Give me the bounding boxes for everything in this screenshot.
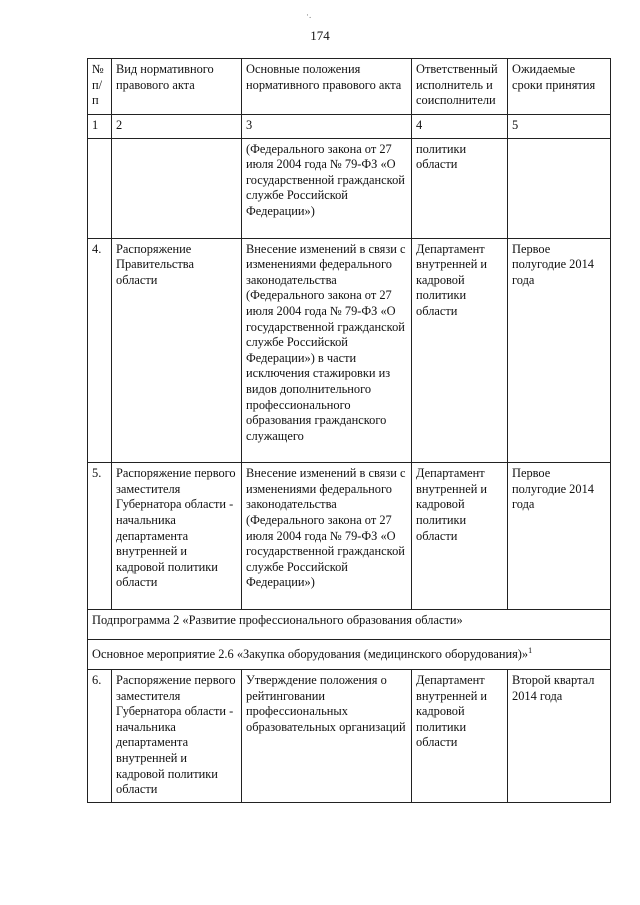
legal-acts-table xyxy=(87,58,611,803)
row-number: 4. xyxy=(88,238,112,463)
table-header-row xyxy=(88,59,611,115)
subprogram-title: Подпрограмма 2 «Развитие профессионального образования области» xyxy=(88,610,611,640)
spacer xyxy=(246,444,407,458)
act-type: Распоряжение первого заместителя Губернатора области - начальника департамента внутренней и кадровой политики области xyxy=(112,463,242,610)
spacer xyxy=(246,220,407,234)
scan-speck: ·. xyxy=(306,10,312,20)
act-content-text: Внесение изменений в связи с изменениями федерального законодательства (Федерального закона от 27 июля 2004 года № 79-ФЗ «О государственной гражданской службе Российской Федерации») в части исключения стажировки из видов дополнительного профессионального образования гражданского служащего xyxy=(246,241,406,443)
page-number: 174 xyxy=(310,28,330,43)
act-content-text: Внесение изменений в связи с изменениями федерального законодательства (Федерального закона от 27 июля 2004 года № 79-ФЗ «О государственной гражданской службе Российской Федерации») xyxy=(246,466,406,590)
act-content xyxy=(242,463,412,610)
act-executor: политики области xyxy=(412,138,508,238)
act-content xyxy=(242,138,412,238)
table-row xyxy=(88,463,611,610)
act-executor: Департамент внутренней и кадровой политики области xyxy=(412,463,508,610)
table-row xyxy=(88,138,611,238)
header-main-provisions: Основные положения нормативного правового акта xyxy=(242,59,412,115)
footnote-marker: 1 xyxy=(528,646,533,656)
column-number: 1 xyxy=(88,115,112,139)
column-number: 3 xyxy=(242,115,412,139)
header-executor: Ответственный исполнитель и соисполнители xyxy=(412,59,508,115)
act-executor: Департамент внутренней и кадровой политики области xyxy=(412,670,508,803)
table-row xyxy=(88,670,611,803)
column-number-row xyxy=(88,115,611,139)
main-event-cell xyxy=(88,640,611,670)
column-number: 2 xyxy=(112,115,242,139)
row-number xyxy=(88,138,112,238)
header-act-type: Вид нормативного правового акта xyxy=(112,59,242,115)
table-row xyxy=(88,238,611,463)
act-content xyxy=(242,238,412,463)
row-number: 6. xyxy=(88,670,112,803)
act-timing xyxy=(508,138,611,238)
header-number: № п/п xyxy=(88,59,112,115)
column-number: 4 xyxy=(412,115,508,139)
act-type xyxy=(112,138,242,238)
act-timing: Первое полугодие 2014 года xyxy=(508,238,611,463)
spacer xyxy=(246,591,407,605)
act-executor: Департамент внутренней и кадровой политики области xyxy=(412,238,508,463)
row-number: 5. xyxy=(88,463,112,610)
column-number: 5 xyxy=(508,115,611,139)
act-type: Распоряжение Правительства области xyxy=(112,238,242,463)
act-type: Распоряжение первого заместителя Губернатора области - начальника департамента внутренней и кадровой политики области xyxy=(112,670,242,803)
header-timing: Ожидаемые сроки принятия xyxy=(508,59,611,115)
act-content-text: (Федерального закона от 27 июля 2004 года № 79-ФЗ «О государственной гражданской службе Российской Федерации») xyxy=(246,141,405,218)
subprogram-row xyxy=(88,610,611,640)
act-timing: Второй квартал 2014 года xyxy=(508,670,611,803)
main-event-row xyxy=(88,640,611,670)
act-timing: Первое полугодие 2014 года xyxy=(508,463,611,610)
main-event-title: Основное мероприятие 2.6 «Закупка оборудования (медицинского оборудования)» xyxy=(92,647,529,662)
act-content: Утверждение положения о рейтинговании профессиональных образовательных организаций xyxy=(242,670,412,803)
